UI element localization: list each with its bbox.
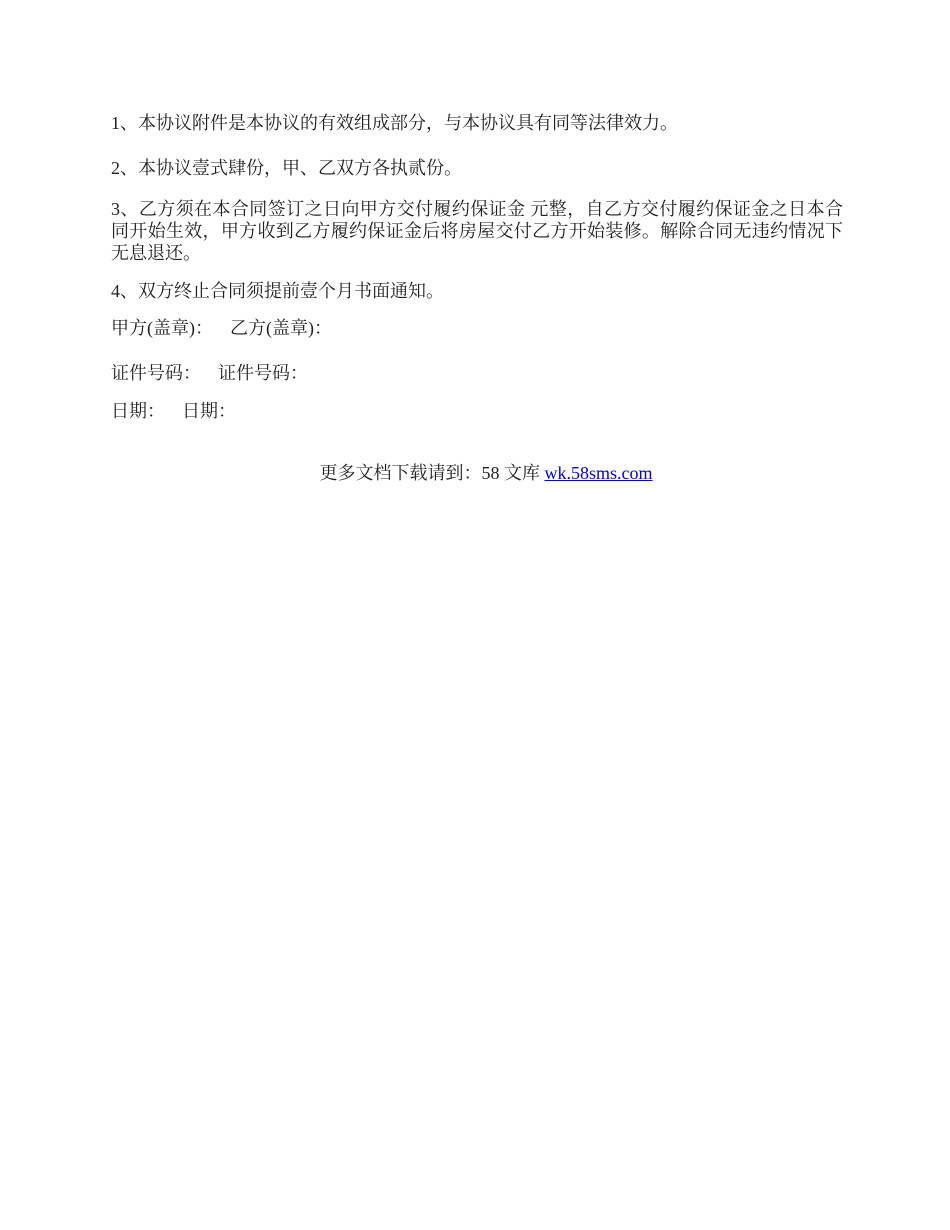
- party-b-seal-label: 乙方(盖章)：: [230, 318, 332, 338]
- signature-id-line: [111, 362, 843, 384]
- clause-2: 2、本协议壹式肆份，甲、乙双方各执贰份。: [111, 158, 462, 178]
- download-link[interactable]: wk.58sms.com: [544, 463, 653, 483]
- download-footer: [111, 440, 843, 506]
- party-a-seal-label: 甲方(盖章)：: [111, 318, 213, 338]
- download-footer-text: 更多文档下载请到：58 文库: [319, 463, 545, 483]
- signature-seal-line: [111, 317, 843, 339]
- clause-4: 4、双方终止合同须提前壹个月书面通知。: [111, 281, 444, 301]
- party-b-id-label: 证件号码：: [218, 363, 308, 383]
- clause-1: 1、本协议附件是本协议的有效组成部分，与本协议具有同等法律效力。: [111, 113, 678, 133]
- signature-date-line: [111, 400, 843, 422]
- party-b-date-label: 日期：: [182, 401, 236, 421]
- party-a-id-label: 证件号码：: [111, 363, 201, 383]
- party-a-date-label: 日期：: [111, 401, 165, 421]
- clause-3: 3、乙方须在本合同签订之日向甲方交付履约保证金 元整，自乙方交付履约保证金之日本合同开始生效，甲方收到乙方履约保证金后将房屋交付乙方开始装修。解除合同无违约情况下无息退还。: [111, 199, 843, 263]
